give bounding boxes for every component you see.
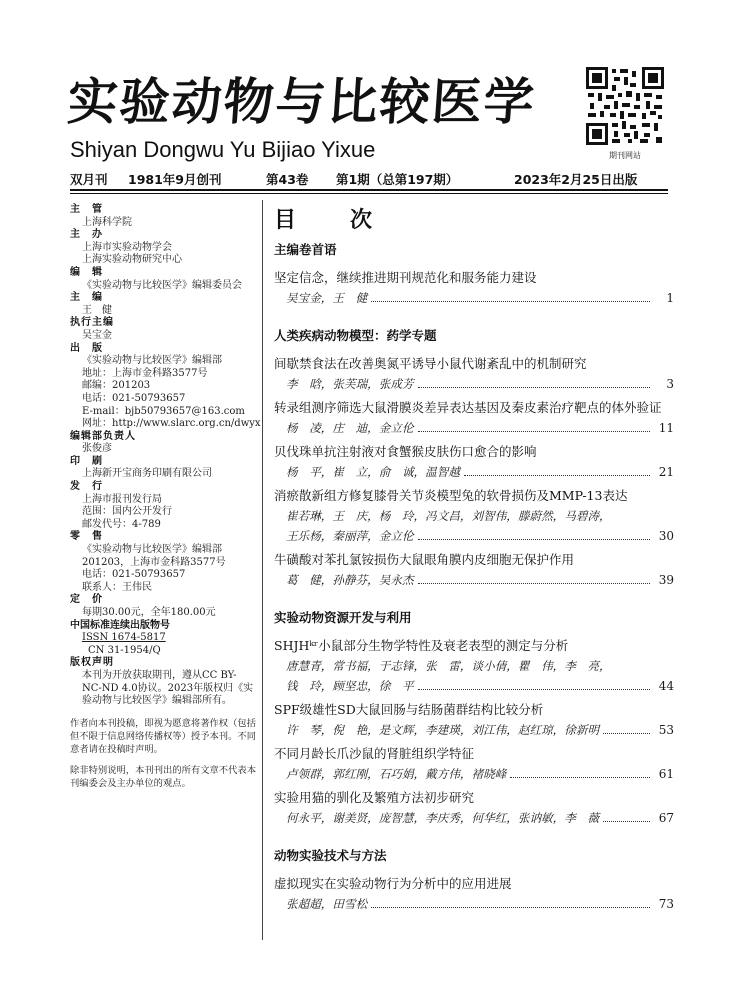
column-divider bbox=[262, 200, 263, 940]
leader-dots bbox=[510, 777, 650, 778]
info-label: 零 售 bbox=[70, 531, 103, 543]
info-block bbox=[70, 594, 256, 619]
article-title[interactable]: 消瘀散新组方修复膝骨关节炎模型兔的软骨损伤及MMP-13表达 bbox=[274, 488, 628, 503]
author-line bbox=[274, 764, 674, 784]
page-number[interactable]: 61 bbox=[658, 767, 674, 781]
info-block bbox=[70, 481, 256, 531]
page-number[interactable]: 53 bbox=[658, 723, 674, 737]
page-number[interactable]: 3 bbox=[666, 377, 674, 391]
cn-number: CN 31-1954/Q bbox=[88, 644, 161, 656]
header-rule bbox=[70, 189, 668, 191]
notice-block bbox=[70, 717, 256, 790]
leader-dots bbox=[371, 301, 650, 302]
issue-frequency: 双月刊 bbox=[70, 172, 108, 187]
info-label: 主 编 bbox=[70, 292, 103, 304]
email-link[interactable]: E-mail：bjb50793657@163.com bbox=[82, 405, 245, 417]
author-line bbox=[274, 676, 674, 696]
issue-info-bar bbox=[70, 169, 668, 189]
author-line bbox=[274, 656, 674, 676]
article-title[interactable]: SPF级雄性SD大鼠回肠与结肠菌群结构比较分析 bbox=[274, 702, 544, 717]
toc-heading: 目 次 bbox=[274, 207, 389, 233]
article-authors: 杨 凌，庄 迪，金立伦 bbox=[286, 421, 414, 435]
website-link[interactable]: 网址：http://www.slarc.org.cn/dwyx bbox=[82, 418, 261, 430]
toc-article[interactable] bbox=[274, 788, 674, 828]
article-authors: 卢领群，郭红刚，石巧娟，戴方伟，褚晓峰 bbox=[286, 767, 507, 781]
article-title[interactable]: 转录组测序筛选大鼠滑膜炎差异表达基因及秦皮素治疗靶点的体外验证 bbox=[274, 400, 662, 415]
toc-article[interactable] bbox=[274, 874, 674, 914]
article-authors: 崔若琳，王 庆，杨 玲，冯文昌，刘智伟，滕蔚然，马碧涛， bbox=[286, 509, 611, 523]
article-authors: 杨 平，崔 立，俞 诚，温智越 bbox=[286, 465, 460, 479]
toc-section-title: 人类疾病动物模型：药学专题 bbox=[274, 328, 437, 343]
toc-article[interactable] bbox=[274, 636, 674, 696]
article-authors: 李 晗，张芙瑞，张成芳 bbox=[286, 377, 414, 391]
info-block bbox=[70, 456, 256, 481]
leader-dots bbox=[603, 821, 650, 822]
info-value: 电话：021-50793657 bbox=[82, 392, 186, 404]
issue-volume: 第43卷 bbox=[266, 172, 309, 187]
leader-dots bbox=[418, 583, 650, 584]
info-value: 上海市报刊发行局 bbox=[82, 493, 162, 505]
article-title[interactable]: 实验用猫的驯化及繁殖方法初步研究 bbox=[274, 790, 475, 805]
info-value: 邮编：201203 bbox=[82, 380, 151, 392]
info-label: 中国标准连续出版物号 bbox=[70, 619, 170, 631]
info-label: 出 版 bbox=[70, 342, 103, 354]
toc-article[interactable] bbox=[274, 486, 674, 546]
article-authors: 许 琴，倪 艳，是文辉，李建瑛，刘江伟，赵红琼，徐新明 bbox=[286, 723, 600, 737]
author-line bbox=[274, 418, 674, 438]
page-number[interactable]: 39 bbox=[658, 573, 674, 587]
info-label: 主 办 bbox=[70, 229, 103, 241]
info-block bbox=[70, 342, 261, 431]
qr-label: 期刊网站 bbox=[609, 151, 641, 160]
author-line bbox=[274, 506, 674, 526]
notice-text: 除非特别说明，本刊刊出的所有文章不代表本刊编委会及主办单位的观点。 bbox=[70, 764, 256, 789]
article-authors: 唐慧青，常书福，于志锋，张 雷，谈小倩，瞿 伟，李 亮， bbox=[286, 659, 611, 673]
info-label: 编辑部负责人 bbox=[70, 430, 136, 442]
article-title[interactable]: 坚定信念，继续推进期刊规范化和服务能力建设 bbox=[274, 270, 537, 285]
info-block bbox=[70, 620, 256, 658]
info-value: 联系人：王伟民 bbox=[82, 581, 152, 593]
info-value: 王 健 bbox=[82, 304, 112, 316]
page-number[interactable]: 11 bbox=[658, 421, 674, 435]
leader-dots bbox=[418, 387, 650, 388]
author-line bbox=[274, 526, 674, 546]
info-label: 发 行 bbox=[70, 481, 103, 493]
toc-section-title: 主编卷首语 bbox=[274, 242, 337, 257]
author-line bbox=[274, 808, 674, 828]
info-value: 上海实验动物研究中心 bbox=[82, 254, 182, 266]
author-line bbox=[274, 374, 674, 394]
page-number[interactable]: 30 bbox=[658, 529, 674, 543]
issue-date: 2023年2月25日出版 bbox=[514, 172, 638, 187]
article-authors: 张超超，田雪松 bbox=[286, 897, 368, 911]
info-value: 张俊彦 bbox=[82, 443, 112, 455]
author-line bbox=[274, 288, 674, 308]
page-number[interactable]: 73 bbox=[658, 897, 674, 911]
info-value: 上海科学院 bbox=[82, 216, 132, 228]
author-line bbox=[274, 720, 674, 740]
article-authors: 何永平，谢美贤，庞智慧，李庆秀，何华红，张讷敏，李 薇 bbox=[286, 811, 600, 825]
info-value: 《实验动物与比较医学》编辑部 bbox=[82, 355, 222, 367]
journal-title-cn: 实验动物与比较医学 bbox=[65, 72, 538, 131]
article-authors: 葛 健，孙静芬，吴永杰 bbox=[286, 573, 414, 587]
info-block bbox=[70, 267, 256, 292]
info-label: 定 价 bbox=[70, 594, 103, 606]
leader-dots bbox=[418, 689, 650, 690]
leader-dots bbox=[418, 431, 650, 432]
author-line bbox=[274, 894, 674, 914]
issue-founded: 1981年9月创刊 bbox=[128, 172, 222, 187]
issue-number: 第1期（总第197期） bbox=[336, 172, 459, 187]
page-number[interactable]: 44 bbox=[658, 679, 674, 693]
toc-section-title: 动物实验技术与方法 bbox=[274, 848, 387, 863]
toc-article[interactable] bbox=[274, 442, 674, 482]
publication-info bbox=[70, 204, 261, 798]
copyright-statement: 本刊为开放获取期刊，遵从CC BY-NC-ND 4.0协议。2023年版权归《实验动物与比较医学》编辑部所有。 bbox=[82, 669, 254, 707]
info-block bbox=[70, 229, 256, 267]
leader-dots bbox=[603, 733, 650, 734]
info-value: 《实验动物与比较医学》编辑委员会 bbox=[82, 279, 242, 291]
issn-number: ISSN 1674-5817 bbox=[82, 632, 166, 644]
info-value: 201203，上海市金科路3577号 bbox=[82, 556, 226, 568]
info-block bbox=[70, 317, 256, 342]
info-value: 邮发代号：4-789 bbox=[82, 518, 161, 530]
notice-text: 作者向本刊投稿，即视为愿意将著作权（包括但不限于信息网络传播权等）授予本刊。不同意者请在投稿时声明。 bbox=[70, 717, 256, 755]
page-number[interactable]: 67 bbox=[658, 811, 674, 825]
author-line bbox=[274, 462, 674, 482]
journal-title-en: Shiyan Dongwu Yu Bijiao Yixue bbox=[70, 137, 376, 162]
info-label: 执行主编 bbox=[70, 317, 114, 329]
leader-dots bbox=[371, 907, 650, 908]
info-value: 上海新开宝商务印刷有限公司 bbox=[82, 468, 212, 480]
leader-dots bbox=[464, 475, 650, 476]
article-title[interactable]: SHJHᵏʳ小鼠部分生物学特性及衰老表型的测定与分析 bbox=[274, 638, 569, 653]
info-block bbox=[70, 531, 256, 594]
article-authors: 吴宝金，王 健 bbox=[286, 291, 368, 305]
info-label: 主 管 bbox=[70, 204, 103, 215]
page-number[interactable]: 1 bbox=[666, 291, 674, 305]
info-block bbox=[70, 292, 256, 317]
article-title[interactable]: 虚拟现实在实验动物行为分析中的应用进展 bbox=[274, 876, 512, 891]
header-rule-thin bbox=[70, 193, 668, 194]
leader-dots bbox=[418, 539, 650, 540]
info-value: 上海市实验动物学会 bbox=[82, 241, 172, 253]
toc-section-title: 实验动物资源开发与利用 bbox=[274, 610, 412, 625]
article-title[interactable]: 间歇禁食法在改善奥氮平诱导小鼠代谢紊乱中的机制研究 bbox=[274, 356, 587, 371]
toc-article[interactable] bbox=[274, 744, 674, 784]
article-authors: 王乐杨，秦丽萍，金立伦 bbox=[286, 529, 414, 543]
info-value: 吴宝金 bbox=[82, 329, 112, 341]
info-block bbox=[70, 204, 256, 229]
info-label: 版权声明 bbox=[70, 657, 114, 669]
info-label: 印 刷 bbox=[70, 455, 103, 467]
info-value: 地址：上海市金科路3577号 bbox=[82, 367, 208, 379]
article-title[interactable]: 贝伐珠单抗注射液对食蟹猴皮肤伤口愈合的影响 bbox=[274, 444, 537, 459]
toc-article[interactable] bbox=[274, 550, 674, 590]
table-of-contents bbox=[274, 240, 674, 918]
article-title[interactable]: 牛磺酸对苯扎氯铵损伤大鼠眼角膜内皮细胞无保护作用 bbox=[274, 552, 575, 567]
qr-code-icon[interactable] bbox=[586, 67, 664, 145]
toc-article[interactable] bbox=[274, 398, 674, 438]
article-title[interactable]: 不同月龄长爪沙鼠的肾脏组织学特征 bbox=[274, 746, 475, 761]
info-value: 电话：021-50793657 bbox=[82, 569, 186, 581]
info-label: 编 辑 bbox=[70, 266, 103, 278]
info-value: 范围：国内公开发行 bbox=[82, 506, 172, 518]
author-line bbox=[274, 570, 674, 590]
info-block bbox=[70, 431, 256, 456]
info-value: 《实验动物与比较医学》编辑部 bbox=[82, 544, 222, 556]
toc-article[interactable] bbox=[274, 700, 674, 740]
article-authors: 钱 玲，顾坚忠，徐 平 bbox=[286, 679, 414, 693]
toc-article[interactable] bbox=[274, 268, 674, 308]
toc-article[interactable] bbox=[274, 354, 674, 394]
page-number[interactable]: 21 bbox=[658, 465, 674, 479]
info-value: 每期30.00元，全年180.00元 bbox=[82, 607, 216, 618]
info-block bbox=[70, 657, 256, 707]
